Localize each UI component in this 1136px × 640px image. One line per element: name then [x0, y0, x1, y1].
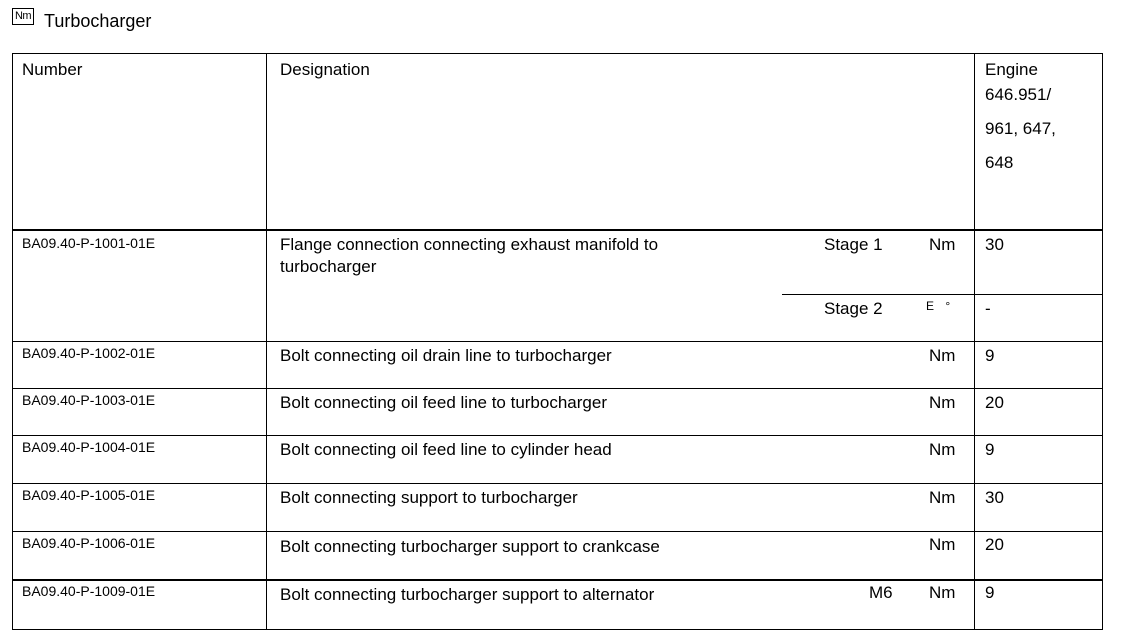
bolt-size: M6: [869, 583, 893, 602]
row-divider: [12, 531, 1103, 532]
torque-table: [12, 53, 1103, 630]
torque-value: 20: [985, 535, 1004, 554]
row-divider: [12, 435, 1103, 436]
torque-value: 30: [985, 488, 1004, 507]
table-border-top: [12, 53, 1103, 54]
unit-label: Nm: [929, 488, 956, 507]
unit-label: Nm: [929, 583, 956, 602]
torque-value: 9: [985, 440, 995, 459]
stage-label: Stage 2: [824, 299, 883, 318]
row-number: BA09.40-P-1003-01E: [22, 392, 156, 408]
row-number: BA09.40-P-1005-01E: [22, 487, 156, 503]
header-engine-models: 961, 647,: [985, 119, 1056, 138]
unit-label: Nm: [929, 393, 956, 412]
row-number: BA09.40-P-1009-01E: [22, 583, 156, 599]
stage-label: Stage 1: [824, 235, 883, 254]
header-designation: Designation: [280, 60, 370, 79]
row-designation: Bolt connecting oil feed line to cylinder head: [280, 440, 612, 459]
unit-label: Nm: [929, 346, 956, 365]
row-divider: [12, 483, 1103, 484]
header-engine-models: 648: [985, 153, 1014, 172]
header-engine-models: 646.951/: [985, 85, 1052, 104]
torque-value: 9: [985, 346, 995, 365]
column-divider: [974, 53, 975, 630]
stage-divider: [782, 294, 1103, 295]
header-number: Number: [22, 60, 83, 79]
header-engine: Engine: [985, 60, 1038, 79]
row-designation: Bolt connecting support to turbocharger: [280, 488, 578, 507]
row-number: BA09.40-P-1002-01E: [22, 345, 156, 361]
table-border-left: [12, 53, 13, 630]
row-designation: Bolt connecting oil feed line to turbocharger: [280, 393, 607, 412]
row-designation: Flange connection connecting exhaust manifold to: [280, 235, 659, 254]
torque-value: 20: [985, 393, 1004, 412]
unit-label: Nm: [929, 440, 956, 459]
row-number: BA09.40-P-1004-01E: [22, 439, 156, 455]
row-number: BA09.40-P-1006-01E: [22, 535, 156, 551]
angle-unit: E °: [926, 299, 955, 313]
row-divider: [12, 388, 1103, 389]
unit-label: Nm: [929, 535, 956, 554]
torque-value: 30: [985, 235, 1004, 254]
row-designation: Bolt connecting turbocharger support to alternator: [280, 585, 655, 604]
row-number: BA09.40-P-1001-01E: [22, 235, 156, 251]
row-designation: Bolt connecting turbocharger support to crankcase: [280, 537, 660, 556]
page-title-text: Turbocharger: [44, 11, 152, 31]
torque-value: -: [985, 299, 991, 318]
row-divider: [12, 579, 1103, 581]
row-divider: [12, 341, 1103, 342]
table-border-right: [1102, 53, 1103, 630]
torque-nm-icon: Nm: [12, 8, 34, 25]
table-border-bottom: [12, 629, 1103, 630]
unit-label: Nm: [929, 235, 956, 254]
row-designation: Bolt connecting oil drain line to turbocharger: [280, 346, 612, 365]
column-divider: [266, 53, 267, 630]
table-header-divider: [12, 229, 1103, 231]
torque-value: 9: [985, 583, 995, 602]
row-designation: turbocharger: [280, 257, 377, 276]
